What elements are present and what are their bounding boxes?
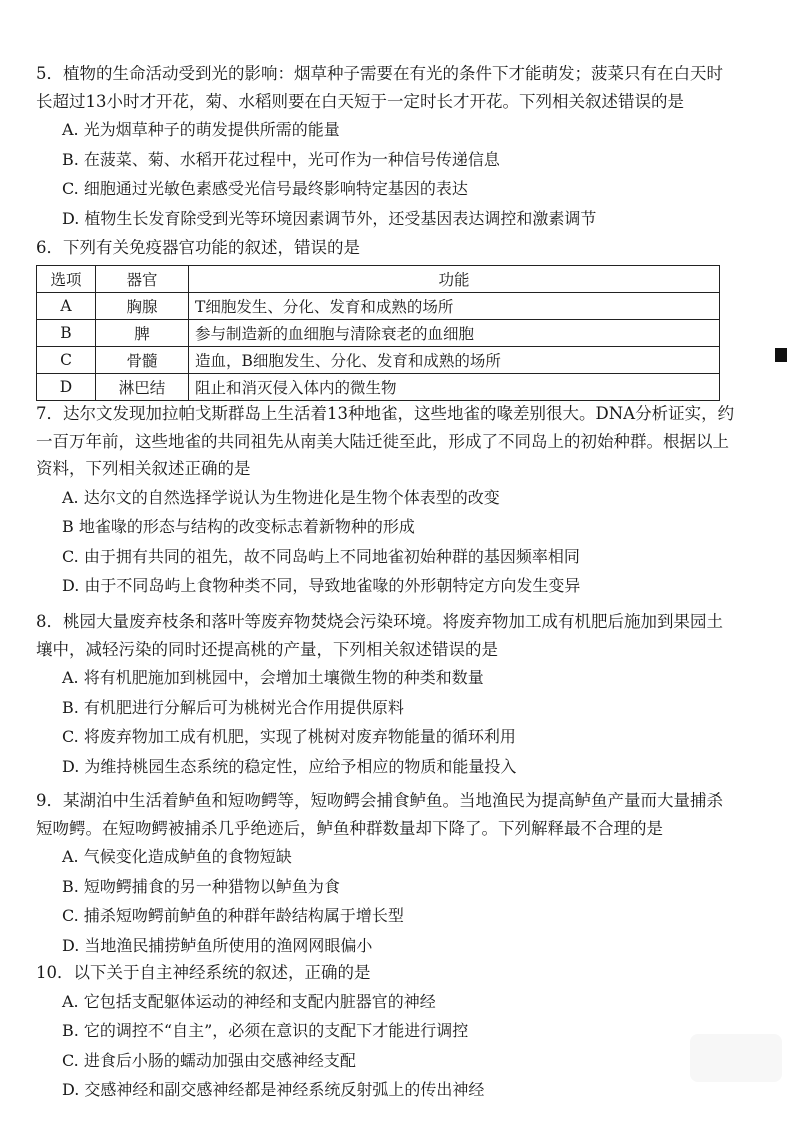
question-10 bbox=[36, 959, 736, 1105]
question-9 bbox=[36, 787, 736, 960]
question-5-option-b: B. 在菠菜、菊、水稻开花过程中，光可作为一种信号传递信息 bbox=[62, 149, 500, 169]
table-cell-function: 阻止和消灭侵入体内的微生物 bbox=[189, 373, 720, 400]
table-header-organ: 器官 bbox=[96, 265, 189, 292]
table-cell-function: T细胞发生、分化、发育和成熟的场所 bbox=[189, 292, 720, 319]
table-cell-option: A bbox=[37, 292, 96, 319]
table-cell-option: B bbox=[37, 319, 96, 346]
question-5 bbox=[36, 60, 736, 233]
table-row bbox=[37, 373, 720, 400]
question-5-option-a: A. 光为烟草种子的萌发提供所需的能量 bbox=[62, 120, 340, 139]
question-10-stem: 10．以下关于自主神经系统的叙述，正确的是 bbox=[36, 963, 371, 982]
question-8-option-b: B. 有机肥进行分解后可为桃树光合作用提供原料 bbox=[62, 697, 404, 717]
question-6-stem: 6．下列有关免疫器官功能的叙述，错误的是 bbox=[36, 238, 360, 257]
table-cell-option: C bbox=[37, 346, 96, 373]
question-5-stem: 5．植物的生命活动受到光的影响：烟草种子需要在有光的条件下才能萌发；菠菜只有在白天时长超过13小时才开花，菊、水稻则要在白天短于一定时长才开花。下列相关叙述错误的是 bbox=[36, 64, 723, 111]
question-9-stem: 9．某湖泊中生活着鲈鱼和短吻鳄等，短吻鳄会捕食鲈鱼。当地渔民为提高鲈鱼产量而大量捕杀短吻鳄。在短吻鳄被捕杀几乎绝迹后，鲈鱼种群数量却下降了。下列解释最不合理的是 bbox=[36, 791, 723, 838]
table-cell-option: D bbox=[37, 373, 96, 400]
question-9-option-b: B. 短吻鳄捕食的另一种猎物以鲈鱼为食 bbox=[62, 876, 340, 896]
immune-organ-table bbox=[36, 265, 720, 401]
question-8-stem: 8．桃园大量废弃枝条和落叶等废弃物焚烧会污染环境。将废弃物加工成有机肥后施加到果园土壤中，减轻污染的同时还提高桃的产量，下列相关叙述错误的是 bbox=[36, 612, 723, 659]
table-row bbox=[37, 292, 720, 319]
faded-watermark bbox=[690, 1034, 782, 1082]
table-header-option: 选项 bbox=[37, 265, 96, 292]
question-7-option-a: A. 达尔文的自然选择学说认为生物进化是生物个体表型的改变 bbox=[62, 487, 500, 507]
question-7-option-d: D. 由于不同岛屿上食物种类不同，导致地雀喙的外形朝特定方向发生变异 bbox=[62, 576, 581, 595]
question-9-option-d: D. 当地渔民捕捞鲈鱼所使用的渔网网眼偏小 bbox=[62, 935, 373, 955]
table-cell-organ: 脾 bbox=[96, 319, 189, 346]
question-10-option-b: B. 它的调控不“自主”，必须在意识的支配下才能进行调控 bbox=[62, 1021, 469, 1040]
table-row bbox=[37, 319, 720, 346]
question-7-option-b: B 地雀喙的形态与结构的改变标志着新物种的形成 bbox=[62, 517, 415, 536]
table-cell-function: 参与制造新的血细胞与清除衰老的血细胞 bbox=[189, 319, 720, 346]
question-8-option-a: A. 将有机肥施加到桃园中，会增加土壤微生物的种类和数量 bbox=[62, 668, 484, 687]
question-5-option-c: C. 细胞通过光敏色素感受光信号最终影响特定基因的表达 bbox=[62, 179, 468, 198]
question-5-option-d: D. 植物生长发育除受到光等环境因素调节外，还受基因表达调控和激素调节 bbox=[62, 208, 597, 228]
question-8-option-c: C. 将废弃物加工成有机肥，实现了桃树对废弃物能量的循环利用 bbox=[62, 727, 516, 746]
question-8 bbox=[36, 608, 736, 781]
table-cell-organ: 胸腺 bbox=[96, 292, 189, 319]
table-cell-organ: 淋巴结 bbox=[96, 373, 189, 400]
table-cell-organ: 骨髓 bbox=[96, 346, 189, 373]
table-header-function: 功能 bbox=[189, 265, 720, 292]
table-header-row bbox=[37, 265, 720, 292]
question-7-stem: 7．达尔文发现加拉帕戈斯群岛上生活着13种地雀，这些地雀的喙差别很大。DNA分析证实，约一百万年前，这些地雀的共同祖先从南美大陆迁徙至此，形成了不同岛上的初始种群。根据以上资料，下列相关叙述正确的是 bbox=[36, 404, 735, 478]
question-10-option-c: C. 进食后小肠的蠕动加强由交感神经支配 bbox=[62, 1050, 356, 1070]
question-9-option-c: C. 捕杀短吻鳄前鲈鱼的种群年龄结构属于增长型 bbox=[62, 906, 404, 925]
question-9-option-a: A. 气候变化造成鲈鱼的食物短缺 bbox=[62, 847, 292, 866]
question-8-option-d: D. 为维持桃园生态系统的稳定性，应给予相应的物质和能量投入 bbox=[62, 756, 517, 776]
question-6 bbox=[36, 234, 736, 401]
question-10-option-a: A. 它包括支配躯体运动的神经和支配内脏器官的神经 bbox=[62, 991, 436, 1011]
table-row bbox=[37, 346, 720, 373]
table-cell-function: 造血，B细胞发生、分化、发育和成熟的场所 bbox=[189, 346, 720, 373]
question-7 bbox=[36, 400, 736, 601]
question-10-option-d: D. 交感神经和副交感神经都是神经系统反射弧上的传出神经 bbox=[62, 1080, 485, 1099]
question-7-option-c: C. 由于拥有共同的祖先，故不同岛屿上不同地雀初始种群的基因频率相同 bbox=[62, 546, 580, 566]
page-edge-marker bbox=[775, 348, 787, 362]
